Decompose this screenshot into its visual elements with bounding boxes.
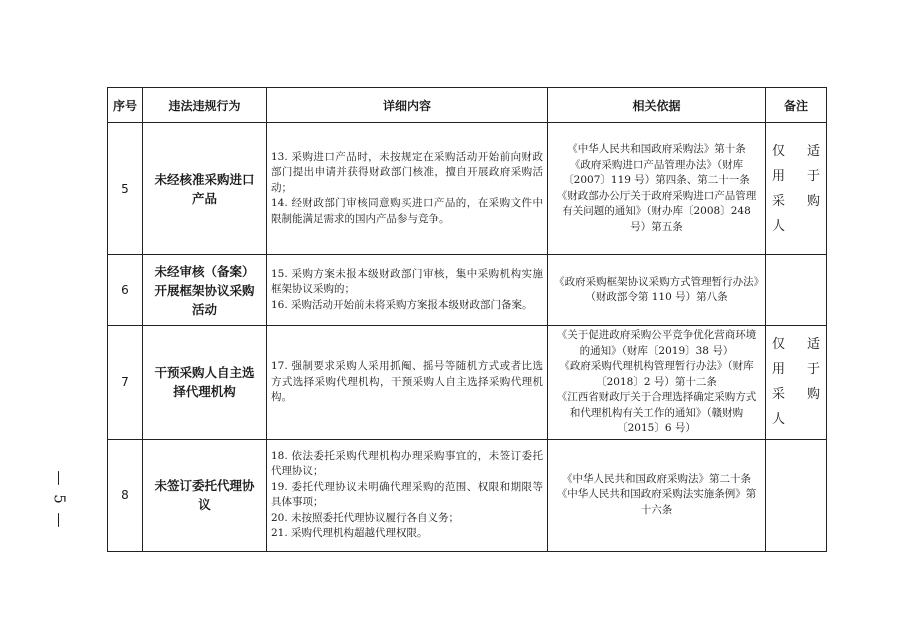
- table-row: [108, 439, 827, 551]
- remark-char: 于: [806, 168, 820, 184]
- remark-char: 于: [806, 362, 820, 378]
- remark-char: 用: [772, 168, 786, 184]
- detail-item: 16. 采购活动开始前未将采购方案报本级财政部门备案。: [271, 298, 533, 311]
- table-row: [108, 123, 827, 255]
- row-detail: [267, 439, 548, 551]
- detail-item: 18. 依法委托采购代理机构办理采购事宜的，未签订委托代理协议；: [271, 449, 543, 477]
- remark-char: 仅: [772, 337, 786, 353]
- detail-item: 15. 采购方案未报本级财政部门审核，集中采购机构实施框架协议采购的；: [271, 267, 543, 296]
- table-header-row: [108, 88, 827, 123]
- row-remark: [766, 123, 827, 255]
- remark-char: 购: [806, 387, 820, 403]
- header-no: 序号: [108, 88, 143, 123]
- row-remark: [766, 439, 827, 551]
- header-remark: 备注: [766, 88, 827, 123]
- row-no: 7: [108, 326, 143, 440]
- row-detail: [267, 123, 548, 255]
- basis-item: 《政府采购代理机构管理暂行办法》（财库〔2018〕2 号）第十二条: [559, 360, 754, 388]
- remark-char: 仅: [772, 143, 786, 159]
- row-act: 未签订委托代理协议: [143, 439, 267, 551]
- remark-char: 用: [772, 362, 786, 378]
- basis-item: 《江西省财政厅关于合理选择确定采购方式和代理机构有关工作的通知》（赣财购〔2015〕6 号）: [556, 391, 757, 434]
- basis-item: 《政府采购进口产品管理办法》（财库〔2007〕119 号）第四条、第二十一条: [563, 158, 750, 186]
- detail-item: 14. 经财政部门审核同意购买进口产品的，在采购文件中限制能满足需求的国内产品参与竞争。: [271, 197, 543, 225]
- basis-item: 《政府采购框架协议采购方式管理暂行办法》（财政部令第 110 号）第八条: [554, 275, 759, 303]
- detail-item: 20. 未按照委托代理协议履行各自义务；: [271, 511, 460, 524]
- row-basis: [548, 326, 766, 440]
- row-no: 8: [108, 439, 143, 551]
- basis-item: 《中华人民共和国政府采购法》第十条: [567, 143, 746, 155]
- remark-char: 购: [806, 193, 820, 209]
- row-no: 6: [108, 255, 143, 326]
- row-no: 5: [108, 123, 143, 255]
- detail-item: 17. 强制要求采购人采用抓阄、摇号等随机方式或者比选方式选择采购代理机构，干预采购人自主选择采购代理机构。: [271, 360, 543, 403]
- violations-table: [107, 87, 827, 552]
- header-basis: 相关依据: [548, 88, 766, 123]
- header-detail: 详细内容: [267, 88, 548, 123]
- header-act: 违法违规行为: [143, 88, 267, 123]
- row-basis: [548, 123, 766, 255]
- row-act: 未经审核（备案）开展框架协议采购活动: [143, 255, 267, 326]
- basis-item: 《中华人民共和国政府采购法实施条例》第十六条: [556, 488, 757, 516]
- basis-item: 《中华人民共和国政府采购法》第二十条: [562, 472, 751, 485]
- remark-char: 人: [772, 218, 786, 234]
- remark-char: 采: [772, 387, 786, 403]
- row-detail: [267, 326, 548, 440]
- row-basis: [548, 439, 766, 551]
- remark-char: 人: [772, 412, 786, 428]
- detail-item: 13. 采购进口产品时，未按规定在采购活动开始前向财政部门提出申请并获得财政部门核准，擅自开展政府采购活动；: [271, 150, 543, 194]
- row-remark: [766, 255, 827, 326]
- detail-item: 19. 委托代理协议未明确代理采购的范围、权限和期限等具体事项；: [271, 480, 543, 508]
- row-remark: [766, 326, 827, 440]
- table-row: [108, 255, 827, 326]
- page-number: — 5 —: [51, 470, 69, 530]
- row-act: 未经核准采购进口产品: [143, 123, 267, 255]
- remark-char: 适: [806, 143, 820, 159]
- basis-item: 《关于促进政府采购公平竞争优化营商环境的通知》（财库〔2019〕38 号）: [556, 329, 757, 357]
- row-basis: [548, 255, 766, 326]
- basis-item: 《财政部办公厅关于政府采购进口产品管理有关问题的通知》（财办库〔2008〕248 号）第五条: [556, 189, 757, 233]
- row-detail: [267, 255, 548, 326]
- row-act: 干预采购人自主选择代理机构: [143, 326, 267, 440]
- detail-item: 21. 采购代理机构超越代理权限。: [271, 527, 428, 539]
- remark-char: 采: [772, 193, 786, 209]
- table-row: [108, 326, 827, 440]
- remark-char: 适: [806, 337, 820, 353]
